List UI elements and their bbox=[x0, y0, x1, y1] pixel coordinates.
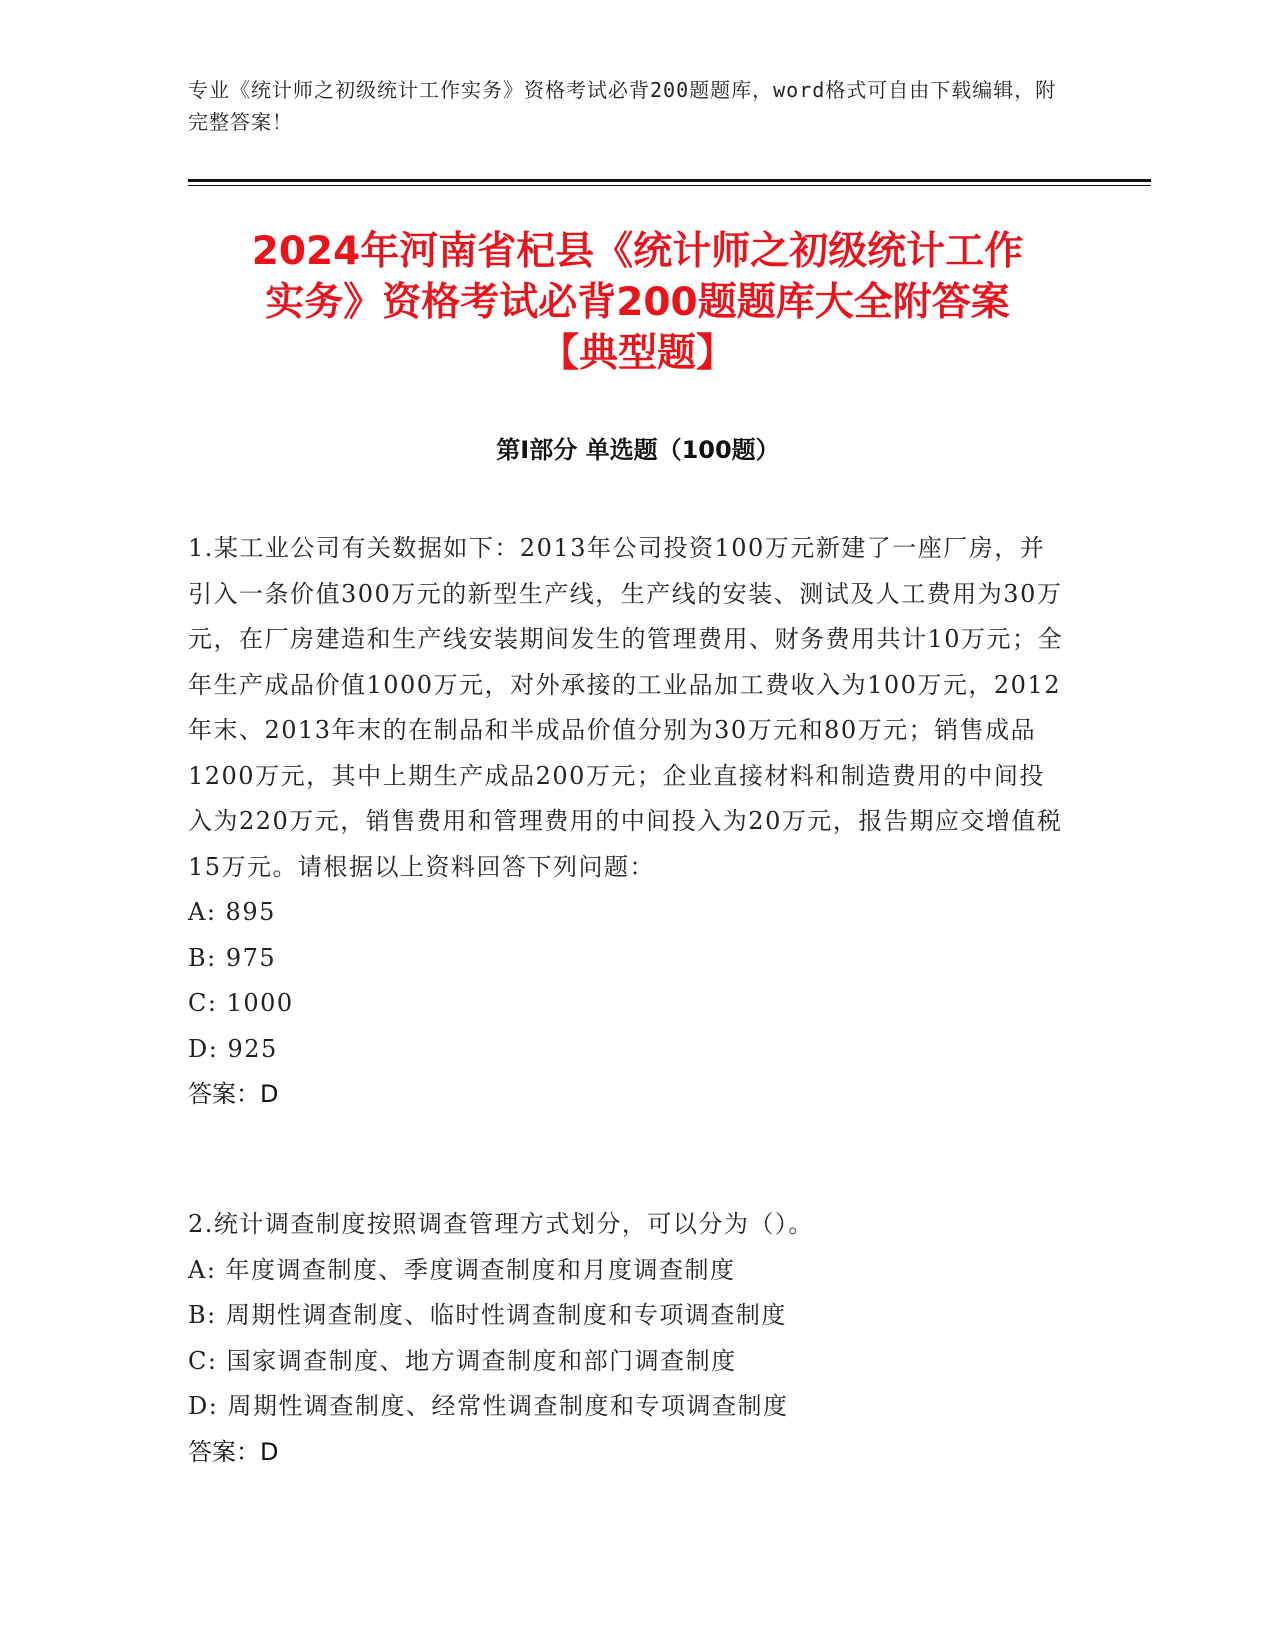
option-c: C: 1000 bbox=[188, 989, 294, 1017]
option-c: C: 国家调查制度、地方调查制度和部门调查制度 bbox=[188, 1346, 737, 1375]
answer: 答案：D bbox=[188, 1080, 279, 1108]
title-line-3: 【典型题】 bbox=[539, 331, 735, 376]
question-stem: 2.统计调查制度按照调查管理方式划分，可以分为（）。 bbox=[188, 1210, 814, 1238]
section-heading: 第I部分 单选题（100题） bbox=[496, 436, 780, 464]
question-1 bbox=[188, 526, 1068, 1118]
question-stem: 1.某工业公司有关数据如下：2013年公司投资100万元新建了一座厂房，并引入一条价值300万元的新型生产线，生产线的安装、测试及人工费用为30万元，在厂房建造和生产线安装期间发生的管理费用、财务费用共计10万元；全年生产成品价值1000万元，对外承接的工业品加工费收入为100万元，2012年末、2013年末的在制品和半成品价值分别为30万元和80万元；销售成品1200万元，其中上期生产成品200万元；企业直接材料和制造费用的中间投入为220万元，销售费用和管理费用的中间投入为20万元，报告期应交增值税15万元。请根据以上资料回答下列问题： bbox=[188, 534, 1064, 881]
option-d: D: 周期性调查制度、经常性调查制度和专项调查制度 bbox=[188, 1392, 789, 1420]
option-d: D: 925 bbox=[188, 1034, 278, 1063]
title-line-2: 实务》资格考试必背200题题库大全附答案 bbox=[265, 280, 1010, 325]
option-b: B: 周期性调查制度、临时性调查制度和专项调查制度 bbox=[188, 1301, 787, 1329]
answer: 答案：D bbox=[188, 1437, 279, 1466]
header-rule-thick bbox=[188, 179, 1151, 182]
option-a: A: 年度调查制度、季度调查制度和月度调查制度 bbox=[188, 1255, 736, 1284]
option-a: A: 895 bbox=[188, 898, 276, 926]
title-line-1: 2024年河南省杞县《统计师之初级统计工作 bbox=[251, 229, 1024, 274]
header-note: 专业《统计师之初级统计工作实务》资格考试必背200题题库，word格式可自由下载编辑，附完整答案！ bbox=[188, 78, 1057, 134]
option-b: B: 975 bbox=[188, 943, 277, 972]
question-2 bbox=[188, 1202, 1068, 1475]
header-rule-thin bbox=[188, 185, 1151, 186]
document-title bbox=[170, 226, 1105, 379]
